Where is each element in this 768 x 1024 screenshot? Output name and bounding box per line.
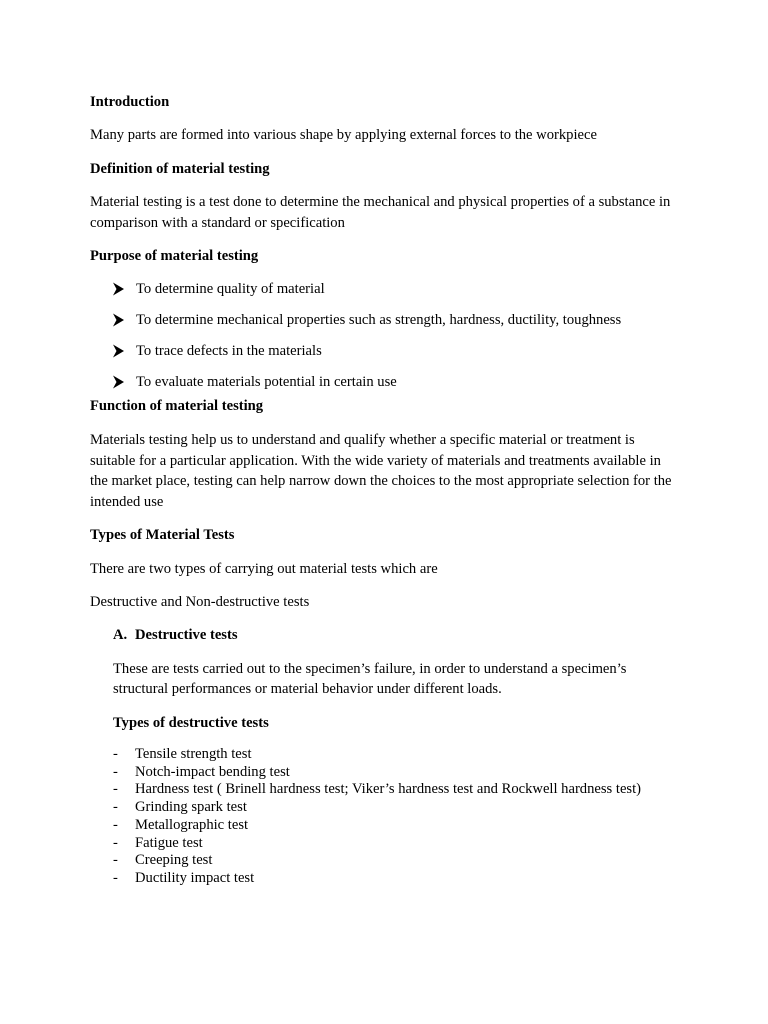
document-page bbox=[90, 92, 680, 888]
list-item-text: Metallographic test bbox=[135, 816, 249, 833]
arrowhead-bullet-icon bbox=[112, 372, 126, 392]
dash-marker: - bbox=[113, 781, 118, 798]
introduction-heading: Introduction bbox=[90, 94, 170, 110]
arrowhead-bullet-icon bbox=[112, 341, 126, 361]
definition-text: Material testing is a test done to determine the mechanical and physical properties of a substance in comparison with a standard or specification bbox=[90, 193, 671, 231]
list-item-text: Grinding spark test bbox=[135, 799, 247, 816]
list-item-text: Fatigue test bbox=[135, 834, 203, 851]
destructive-marker: A. bbox=[113, 627, 128, 644]
purpose-item-text: To evaluate materials potential in certain use bbox=[136, 373, 397, 390]
types-categories-text: Destructive and Non-destructive tests bbox=[90, 594, 310, 611]
list-item bbox=[113, 746, 680, 764]
purpose-heading: Purpose of material testing bbox=[90, 247, 259, 264]
dash-marker: - bbox=[113, 869, 118, 886]
function-text: Materials testing help us to understand and qualify whether a specific material or treatment is suitable for a particular application. With the wide variety of materials and treatments available in the market place, testing can help narrow down the choices to the most appropriate selection for the intended use bbox=[90, 431, 672, 511]
introduction-text: Many parts are formed into various shape by applying external forces to the workpiece bbox=[90, 127, 597, 144]
list-item-text: Tensile strength test bbox=[135, 746, 252, 763]
purpose-list bbox=[90, 279, 680, 392]
list-item bbox=[113, 799, 680, 817]
dash-marker: - bbox=[113, 852, 118, 869]
dash-marker: - bbox=[113, 816, 118, 833]
definition-heading: Definition of material testing bbox=[90, 160, 270, 177]
destructive-heading-text: Destructive tests bbox=[135, 627, 238, 644]
list-item bbox=[113, 835, 680, 853]
destructive-types-heading: Types of destructive tests bbox=[113, 714, 269, 731]
list-item-text: Ductility impact test bbox=[135, 869, 255, 886]
purpose-item-text: To trace defects in the materials bbox=[136, 342, 322, 359]
destructive-types-list bbox=[113, 746, 680, 888]
destructive-text: These are tests carried out to the specimen’s failure, in order to understand a specimen’s structural performances or material behavior under different loads. bbox=[113, 660, 627, 698]
function-heading: Function of material testing bbox=[90, 398, 264, 415]
dash-marker: - bbox=[113, 834, 118, 851]
types-heading: Types of Material Tests bbox=[90, 527, 235, 544]
purpose-item-text: To determine mechanical properties such as strength, hardness, ductility, toughness bbox=[136, 312, 622, 329]
arrowhead-bullet-icon bbox=[112, 310, 126, 330]
types-intro-text: There are two types of carrying out material tests which are bbox=[90, 560, 438, 577]
purpose-list-item bbox=[90, 279, 680, 300]
purpose-list-item bbox=[90, 372, 680, 393]
dash-marker: - bbox=[113, 763, 118, 780]
arrowhead-bullet-icon bbox=[112, 279, 126, 299]
destructive-heading bbox=[113, 625, 680, 646]
list-item-text: Creeping test bbox=[135, 852, 213, 869]
list-item-text: Notch-impact bending test bbox=[135, 763, 290, 780]
dash-marker: - bbox=[113, 799, 118, 816]
list-item-text: Hardness test ( Brinell hardness test; Viker’s hardness test and Rockwell hardness test) bbox=[135, 781, 642, 798]
dash-marker: - bbox=[113, 746, 118, 763]
list-item bbox=[113, 852, 680, 870]
list-item bbox=[113, 764, 680, 782]
list-item bbox=[113, 817, 680, 835]
list-item bbox=[113, 870, 680, 888]
list-item bbox=[113, 781, 680, 799]
purpose-item-text: To determine quality of material bbox=[136, 281, 325, 298]
destructive-section bbox=[113, 625, 680, 887]
purpose-list-item bbox=[90, 341, 680, 362]
purpose-list-item bbox=[90, 310, 680, 331]
